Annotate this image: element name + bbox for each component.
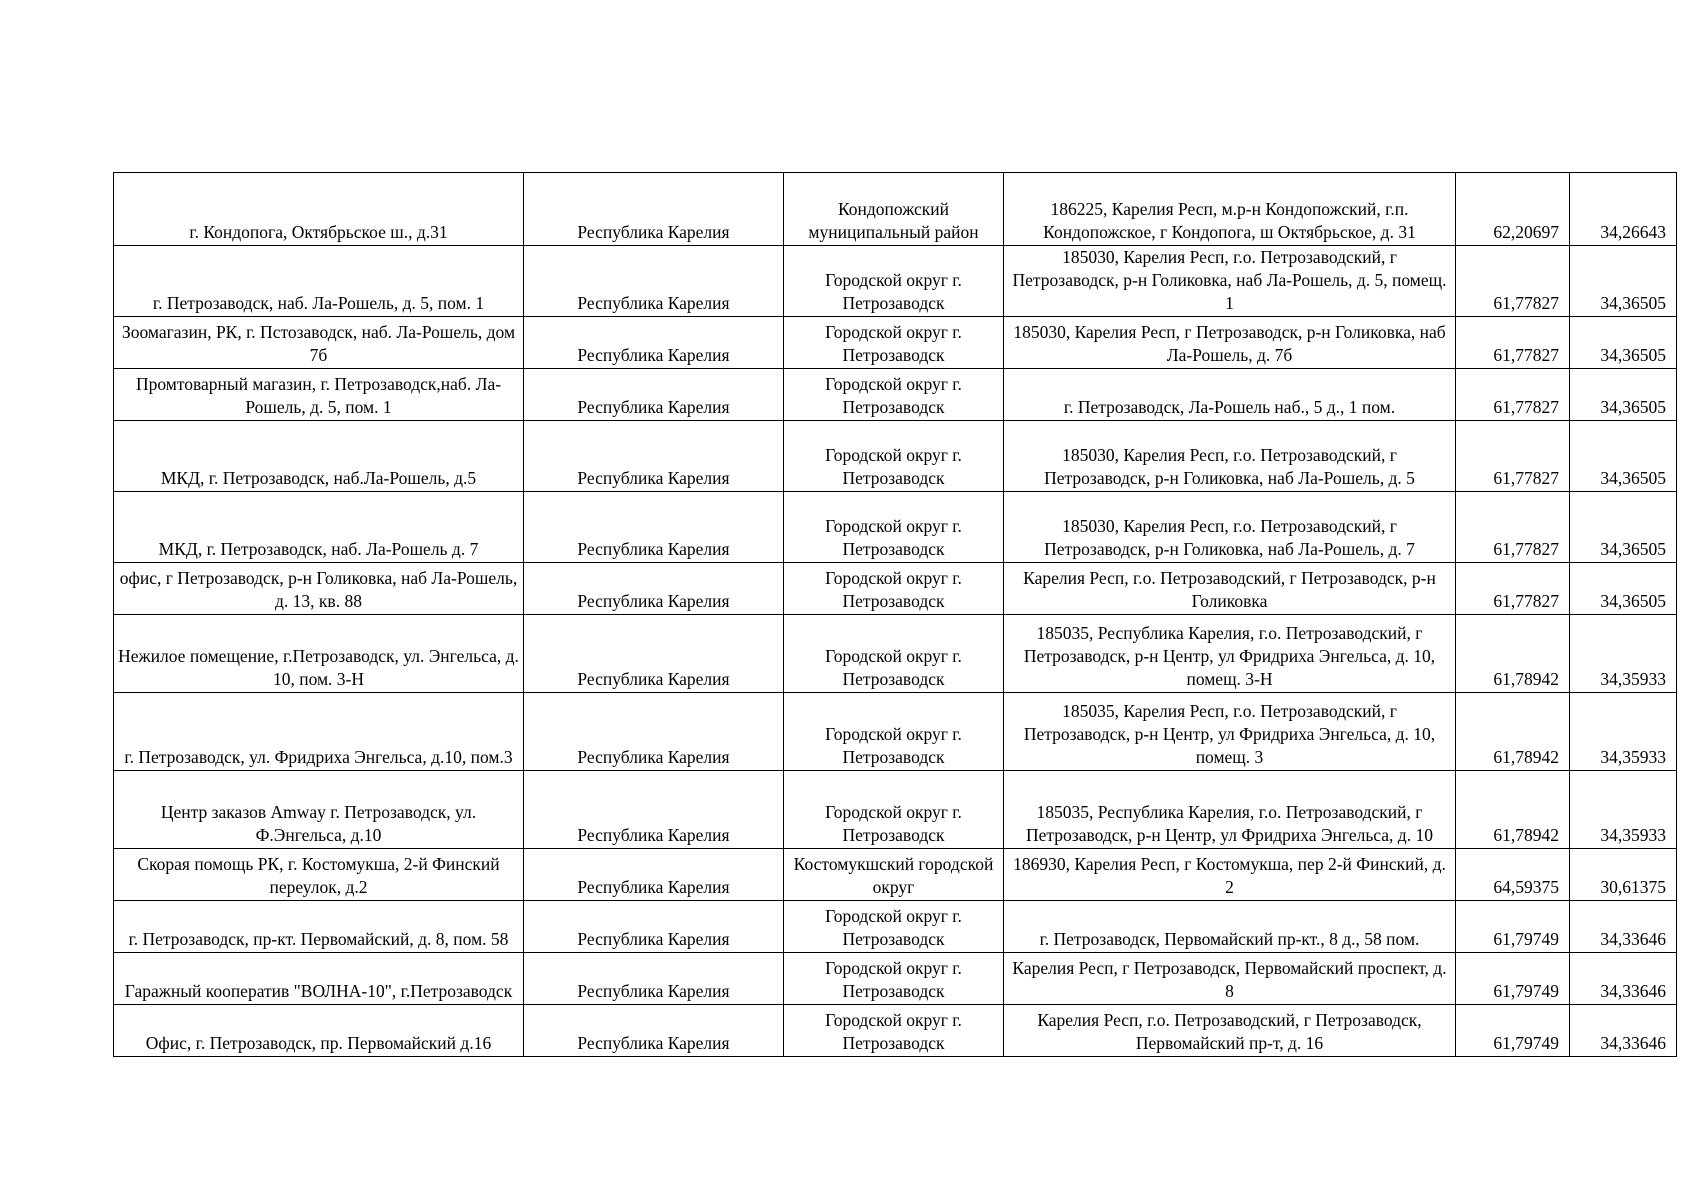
full-address-cell: 185035, Карелия Респ, г.о. Петрозаводский, г Петрозаводск, р-н Центр, ул Фридриха Энгельса, д. 10, помещ. 3	[1004, 693, 1456, 771]
table-row	[114, 771, 1677, 849]
full-address-cell: 185030, Карелия Респ, г Петрозаводск, р-н Голиковка, наб Ла-Рошель, д. 7б	[1004, 317, 1456, 369]
table-row	[114, 901, 1677, 953]
object-address-cell: Зоомагазин, РК, г. Пстозаводск, наб. Ла-Рошель, дом 7б	[114, 317, 524, 369]
region-cell: Республика Карелия	[524, 1005, 784, 1057]
object-address-cell: г. Петрозаводск, ул. Фридриха Энгельса, д.10, пом.3	[114, 693, 524, 771]
table-row	[114, 369, 1677, 421]
latitude-cell: 61,77827	[1456, 492, 1570, 563]
full-address-cell: Карелия Респ, г Петрозаводск, Первомайский проспект, д. 8	[1004, 953, 1456, 1005]
full-address-cell: г. Петрозаводск, Первомайский пр-кт., 8 д., 58 пом.	[1004, 901, 1456, 953]
object-address-cell: офис, г Петрозаводск, р-н Голиковка, наб Ла-Рошель, д. 13, кв. 88	[114, 563, 524, 615]
region-cell: Республика Карелия	[524, 693, 784, 771]
full-address-cell: 186225, Карелия Респ, м.р-н Кондопожский, г.п. Кондопожское, г Кондопога, ш Октябрьское, д. 31	[1004, 173, 1456, 246]
object-address-cell: Гаражный кооператив "ВОЛНА-10", г.Петрозаводск	[114, 953, 524, 1005]
latitude-cell: 61,78942	[1456, 771, 1570, 849]
longitude-cell: 34,36505	[1570, 421, 1677, 492]
latitude-cell: 64,59375	[1456, 849, 1570, 901]
region-cell: Республика Карелия	[524, 771, 784, 849]
region-cell: Республика Карелия	[524, 173, 784, 246]
municipality-cell: Городской округ г. Петрозаводск	[784, 421, 1004, 492]
municipality-cell: Городской округ г. Петрозаводск	[784, 901, 1004, 953]
longitude-cell: 34,35933	[1570, 693, 1677, 771]
full-address-cell: 185030, Карелия Респ, г.о. Петрозаводский, г Петрозаводск, р-н Голиковка, наб Ла-Рошель, д. 5	[1004, 421, 1456, 492]
latitude-cell: 61,79749	[1456, 1005, 1570, 1057]
region-cell: Республика Карелия	[524, 369, 784, 421]
table-row	[114, 563, 1677, 615]
latitude-cell: 61,77827	[1456, 369, 1570, 421]
table-row	[114, 317, 1677, 369]
latitude-cell: 61,79749	[1456, 953, 1570, 1005]
full-address-cell: Карелия Респ, г.о. Петрозаводский, г Петрозаводск, Первомайский пр-т, д. 16	[1004, 1005, 1456, 1057]
region-cell: Республика Карелия	[524, 901, 784, 953]
municipality-cell: Городской округ г. Петрозаводск	[784, 246, 1004, 317]
longitude-cell: 34,35933	[1570, 771, 1677, 849]
longitude-cell: 34,26643	[1570, 173, 1677, 246]
region-cell: Республика Карелия	[524, 421, 784, 492]
object-address-cell: Скорая помощь РК, г. Костомукша, 2-й Финский переулок, д.2	[114, 849, 524, 901]
municipality-cell: Городской округ г. Петрозаводск	[784, 492, 1004, 563]
latitude-cell: 61,79749	[1456, 901, 1570, 953]
object-address-cell: г. Петрозаводск, наб. Ла-Рошель, д. 5, пом. 1	[114, 246, 524, 317]
full-address-cell: 185030, Карелия Респ, г.о. Петрозаводский, г Петрозаводск, р-н Голиковка, наб Ла-Рошель, д. 5, помещ. 1	[1004, 246, 1456, 317]
object-address-cell: г. Кондопога, Октябрьское ш., д.31	[114, 173, 524, 246]
longitude-cell: 34,33646	[1570, 1005, 1677, 1057]
municipality-cell: Кондопожский муниципальный район	[784, 173, 1004, 246]
table-row	[114, 173, 1677, 246]
municipality-cell: Костомукшский городской округ	[784, 849, 1004, 901]
municipality-cell: Городской округ г. Петрозаводск	[784, 1005, 1004, 1057]
full-address-cell: Карелия Респ, г.о. Петрозаводский, г Петрозаводск, р-н Голиковка	[1004, 563, 1456, 615]
region-cell: Республика Карелия	[524, 953, 784, 1005]
latitude-cell: 61,77827	[1456, 421, 1570, 492]
table-row	[114, 1005, 1677, 1057]
municipality-cell: Городской округ г. Петрозаводск	[784, 615, 1004, 693]
region-cell: Республика Карелия	[524, 246, 784, 317]
table-row	[114, 693, 1677, 771]
longitude-cell: 34,35933	[1570, 615, 1677, 693]
region-cell: Республика Карелия	[524, 849, 784, 901]
object-address-cell: Центр заказов Amway г. Петрозаводск, ул. Ф.Энгельса, д.10	[114, 771, 524, 849]
municipality-cell: Городской округ г. Петрозаводск	[784, 369, 1004, 421]
longitude-cell: 34,36505	[1570, 492, 1677, 563]
region-cell: Республика Карелия	[524, 615, 784, 693]
object-address-cell: МКД, г. Петрозаводск, наб. Ла-Рошель д. 7	[114, 492, 524, 563]
latitude-cell: 61,77827	[1456, 563, 1570, 615]
object-address-cell: Промтоварный магазин, г. Петрозаводск,наб. Ла-Рошель, д. 5, пом. 1	[114, 369, 524, 421]
region-cell: Республика Карелия	[524, 563, 784, 615]
table-row	[114, 421, 1677, 492]
latitude-cell: 61,77827	[1456, 246, 1570, 317]
full-address-cell: 185030, Карелия Респ, г.о. Петрозаводский, г Петрозаводск, р-н Голиковка, наб Ла-Рошель, д. 7	[1004, 492, 1456, 563]
object-address-cell: Нежилое помещение, г.Петрозаводск, ул. Энгельса, д. 10, пом. 3-Н	[114, 615, 524, 693]
latitude-cell: 61,78942	[1456, 693, 1570, 771]
longitude-cell: 34,33646	[1570, 953, 1677, 1005]
full-address-cell: 185035, Республика Карелия, г.о. Петрозаводский, г Петрозаводск, р-н Центр, ул Фридриха Энгельса, д. 10	[1004, 771, 1456, 849]
object-address-cell: Офис, г. Петрозаводск, пр. Первомайский д.16	[114, 1005, 524, 1057]
longitude-cell: 34,33646	[1570, 901, 1677, 953]
table-row	[114, 615, 1677, 693]
longitude-cell: 34,36505	[1570, 563, 1677, 615]
longitude-cell: 34,36505	[1570, 369, 1677, 421]
region-cell: Республика Карелия	[524, 317, 784, 369]
municipality-cell: Городской округ г. Петрозаводск	[784, 693, 1004, 771]
municipality-cell: Городской округ г. Петрозаводск	[784, 953, 1004, 1005]
table-row	[114, 246, 1677, 317]
municipality-cell: Городской округ г. Петрозаводск	[784, 317, 1004, 369]
longitude-cell: 34,36505	[1570, 317, 1677, 369]
municipality-cell: Городской округ г. Петрозаводск	[784, 771, 1004, 849]
table-row	[114, 849, 1677, 901]
table-row	[114, 492, 1677, 563]
region-cell: Республика Карелия	[524, 492, 784, 563]
object-address-cell: г. Петрозаводск, пр-кт. Первомайский, д. 8, пом. 58	[114, 901, 524, 953]
longitude-cell: 30,61375	[1570, 849, 1677, 901]
longitude-cell: 34,36505	[1570, 246, 1677, 317]
object-address-cell: МКД, г. Петрозаводск, наб.Ла-Рошель, д.5	[114, 421, 524, 492]
full-address-cell: г. Петрозаводск, Ла-Рошель наб., 5 д., 1 пом.	[1004, 369, 1456, 421]
address-table	[113, 172, 1677, 1057]
full-address-cell: 185035, Республика Карелия, г.о. Петрозаводский, г Петрозаводск, р-н Центр, ул Фридриха Энгельса, д. 10, помещ. 3-Н	[1004, 615, 1456, 693]
full-address-cell: 186930, Карелия Респ, г Костомукша, пер 2-й Финский, д. 2	[1004, 849, 1456, 901]
latitude-cell: 62,20697	[1456, 173, 1570, 246]
latitude-cell: 61,78942	[1456, 615, 1570, 693]
municipality-cell: Городской округ г. Петрозаводск	[784, 563, 1004, 615]
latitude-cell: 61,77827	[1456, 317, 1570, 369]
table-row	[114, 953, 1677, 1005]
